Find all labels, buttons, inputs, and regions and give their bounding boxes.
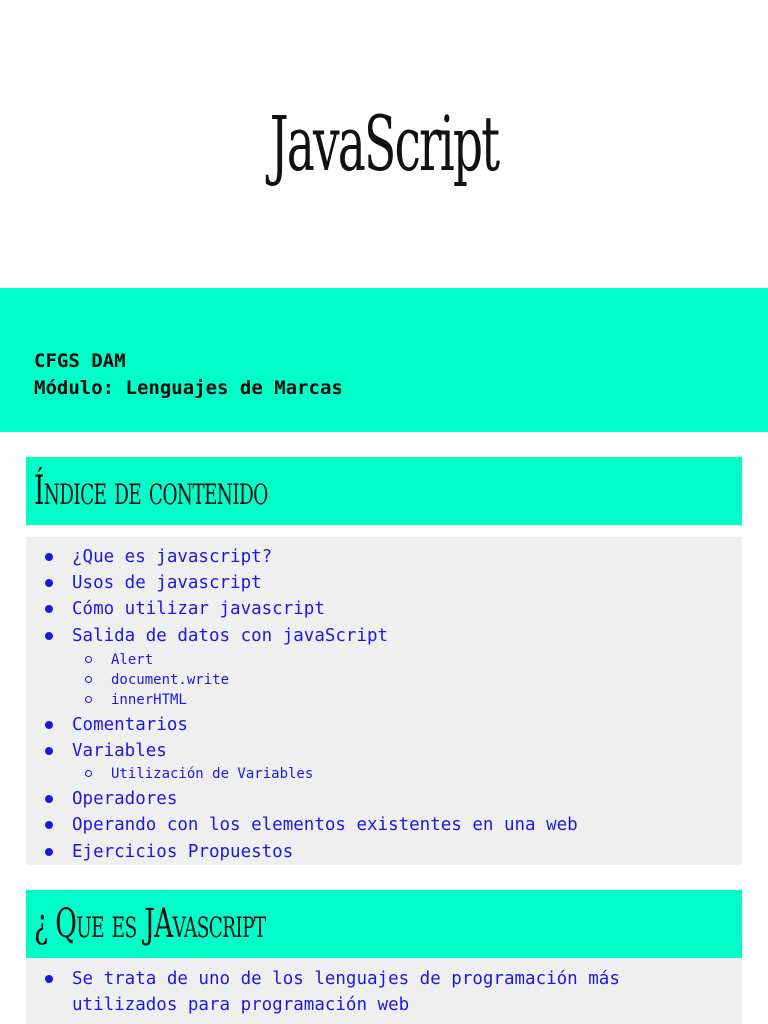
what-is-heading: ¿ Que es JAvascript bbox=[34, 901, 266, 947]
bullet-icon bbox=[45, 579, 53, 587]
index-subitem-label: Utilización de Variables bbox=[111, 766, 314, 782]
index-item-label: Salida de datos con javaScript bbox=[72, 626, 389, 646]
what-is-item-line2: utilizados para programación web bbox=[72, 995, 410, 1015]
what-is-item-continuation bbox=[72, 992, 409, 1018]
index-item-variables[interactable] bbox=[72, 738, 167, 764]
index-subitem-utilizacion-variables[interactable] bbox=[111, 764, 313, 784]
bullet-icon bbox=[45, 721, 53, 729]
index-subitem-document-write[interactable] bbox=[111, 670, 229, 690]
title-area bbox=[0, 0, 768, 288]
index-heading: Índice de contenido bbox=[34, 468, 268, 514]
index-item-ejercicios[interactable] bbox=[72, 839, 293, 865]
index-item-label: Ejercicios Propuestos bbox=[72, 842, 294, 862]
document-title: JavaScript bbox=[269, 99, 499, 188]
bullet-icon bbox=[45, 975, 53, 983]
index-item-comentarios[interactable] bbox=[72, 712, 188, 738]
index-item-label: ¿Que es javascript? bbox=[72, 547, 273, 567]
index-heading-band bbox=[26, 457, 742, 525]
index-subitem-label: innerHTML bbox=[111, 692, 187, 708]
index-item-label: Usos de javascript bbox=[72, 573, 262, 593]
what-is-item-line1: Se trata de uno de los lenguajes de programación más bbox=[72, 969, 620, 989]
index-item-operadores[interactable] bbox=[72, 786, 177, 812]
course-name: CFGS DAM bbox=[34, 350, 126, 372]
index-item-label: Cómo utilizar javascript bbox=[72, 599, 325, 619]
module-name: Módulo: Lenguajes de Marcas bbox=[34, 377, 343, 399]
bullet-icon bbox=[45, 632, 53, 640]
index-item-label: Operadores bbox=[72, 789, 178, 809]
index-subitem-label: Alert bbox=[111, 652, 154, 668]
bullet-icon bbox=[45, 605, 53, 613]
bullet-icon bbox=[45, 821, 53, 829]
circle-bullet-icon bbox=[85, 770, 92, 777]
index-subitem-label: document.write bbox=[111, 672, 230, 688]
circle-bullet-icon bbox=[85, 676, 92, 683]
index-item-como-utilizar[interactable] bbox=[72, 596, 325, 622]
index-item-salida-datos[interactable] bbox=[72, 623, 388, 649]
bullet-icon bbox=[45, 848, 53, 856]
bullet-icon bbox=[45, 747, 53, 755]
circle-bullet-icon bbox=[85, 696, 92, 703]
index-item-label: Variables bbox=[72, 741, 167, 761]
index-item-operando[interactable] bbox=[72, 812, 578, 838]
course-banner bbox=[0, 288, 768, 432]
index-subitem-innerhtml[interactable] bbox=[111, 690, 187, 710]
circle-bullet-icon bbox=[85, 656, 92, 663]
index-item-usos[interactable] bbox=[72, 570, 262, 596]
what-is-item bbox=[72, 966, 620, 992]
index-item-que-es[interactable] bbox=[72, 544, 272, 570]
bullet-icon bbox=[45, 553, 53, 561]
index-item-label: Comentarios bbox=[72, 715, 188, 735]
index-subitem-alert[interactable] bbox=[111, 650, 153, 670]
bullet-icon bbox=[45, 795, 53, 803]
what-is-list bbox=[26, 958, 742, 1024]
what-is-heading-band bbox=[26, 890, 742, 958]
index-item-label: Operando con los elementos existentes en una web bbox=[72, 815, 578, 835]
index-list bbox=[26, 537, 742, 865]
